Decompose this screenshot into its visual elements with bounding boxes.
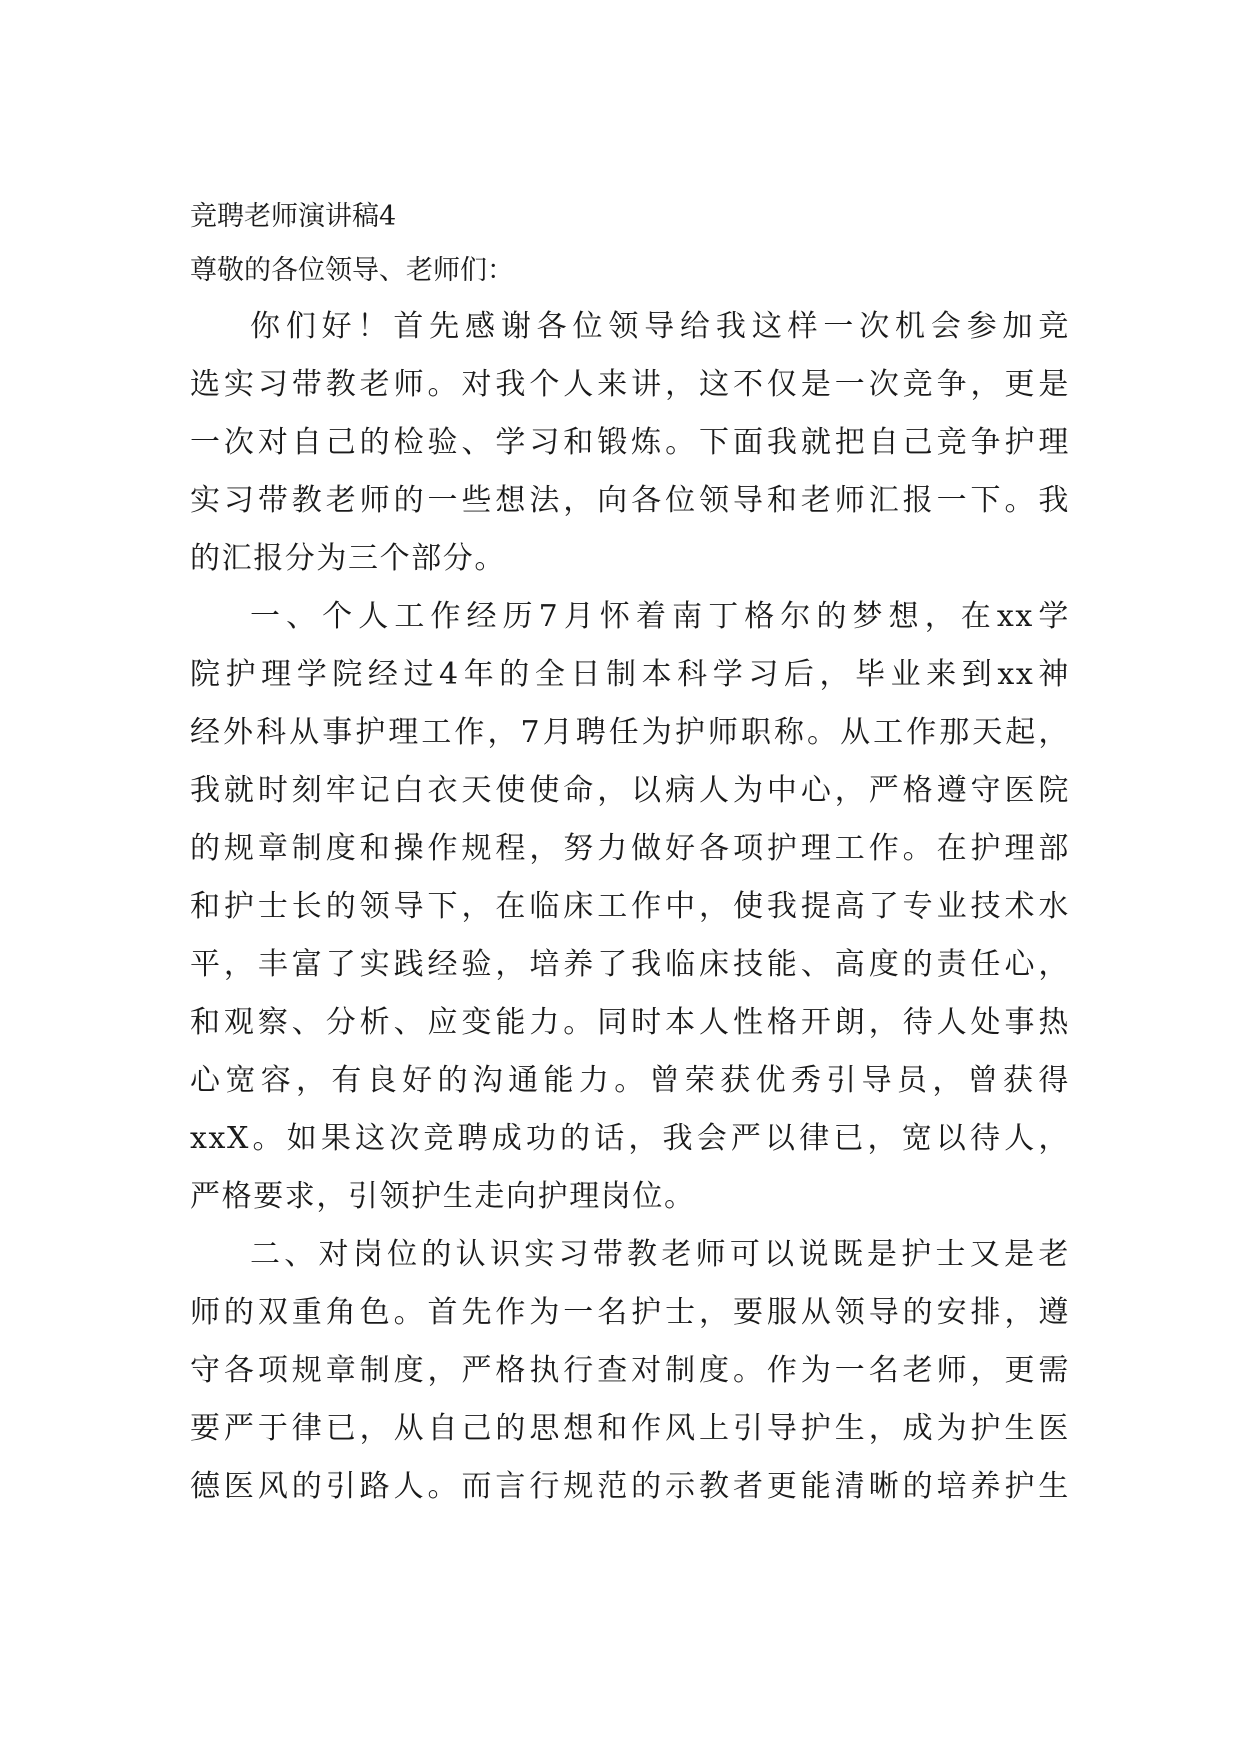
paragraph-work-experience	[190, 588, 1070, 1226]
paragraph-line: 德医风的引路人。而言行规范的示教者更能清晰的培养护生	[190, 1469, 1070, 1504]
paragraph-line: 的汇报分为三个部分。	[190, 541, 506, 576]
paragraph-line: 师的双重角色。首先作为一名护士，要服从领导的安排，遵	[190, 1295, 1070, 1330]
paragraph-line: 一、个人工作经历7月怀着南丁格尔的梦想，在xx学	[250, 599, 1070, 634]
paragraph-line: 实习带教老师的一些想法，向各位领导和老师汇报一下。我	[190, 483, 1070, 518]
paragraph-role-understanding	[190, 1226, 1070, 1516]
paragraph-greeting	[190, 298, 1070, 588]
paragraph-line: 选实习带教老师。对我个人来讲，这不仅是一次竞争，更是	[190, 367, 1070, 402]
salutation: 尊敬的各位领导、老师们：	[190, 255, 514, 286]
paragraph-line: 二、对岗位的认识实习带教老师可以说既是护士又是老	[250, 1237, 1070, 1272]
paragraph-line: 心宽容，有良好的沟通能力。曾荣获优秀引导员，曾获得	[190, 1063, 1070, 1098]
paragraph-line: 平，丰富了实践经验，培养了我临床技能、高度的责任心，	[190, 947, 1070, 982]
paragraph-line: xxX。如果这次竞聘成功的话，我会严以律已，宽以待人，	[190, 1121, 1070, 1156]
paragraph-line: 守各项规章制度，严格执行查对制度。作为一名老师，更需	[190, 1353, 1070, 1388]
paragraph-line: 你们好！首先感谢各位领导给我这样一次机会参加竞	[250, 309, 1070, 344]
paragraph-line: 院护理学院经过4年的全日制本科学习后，毕业来到xx神	[190, 657, 1070, 692]
paragraph-line: 要严于律已，从自己的思想和作风上引导护生，成为护生医	[190, 1411, 1070, 1446]
paragraph-line: 的规章制度和操作规程，努力做好各项护理工作。在护理部	[190, 831, 1070, 866]
paragraph-line: 我就时刻牢记白衣天使使命，以病人为中心，严格遵守医院	[190, 773, 1070, 808]
paragraph-line: 严格要求，引领护生走向护理岗位。	[190, 1179, 696, 1214]
paragraph-line: 经外科从事护理工作，7月聘任为护师职称。从工作那天起，	[190, 715, 1070, 750]
paragraph-line: 一次对自己的检验、学习和锻炼。下面我就把自己竞争护理	[190, 425, 1070, 460]
paragraph-line: 和护士长的领导下，在临床工作中，使我提高了专业技术水	[190, 889, 1070, 924]
document-title: 竞聘老师演讲稿4	[190, 201, 397, 232]
paragraph-line: 和观察、分析、应变能力。同时本人性格开朗，待人处事热	[190, 1005, 1070, 1040]
document-content	[190, 190, 1070, 1516]
